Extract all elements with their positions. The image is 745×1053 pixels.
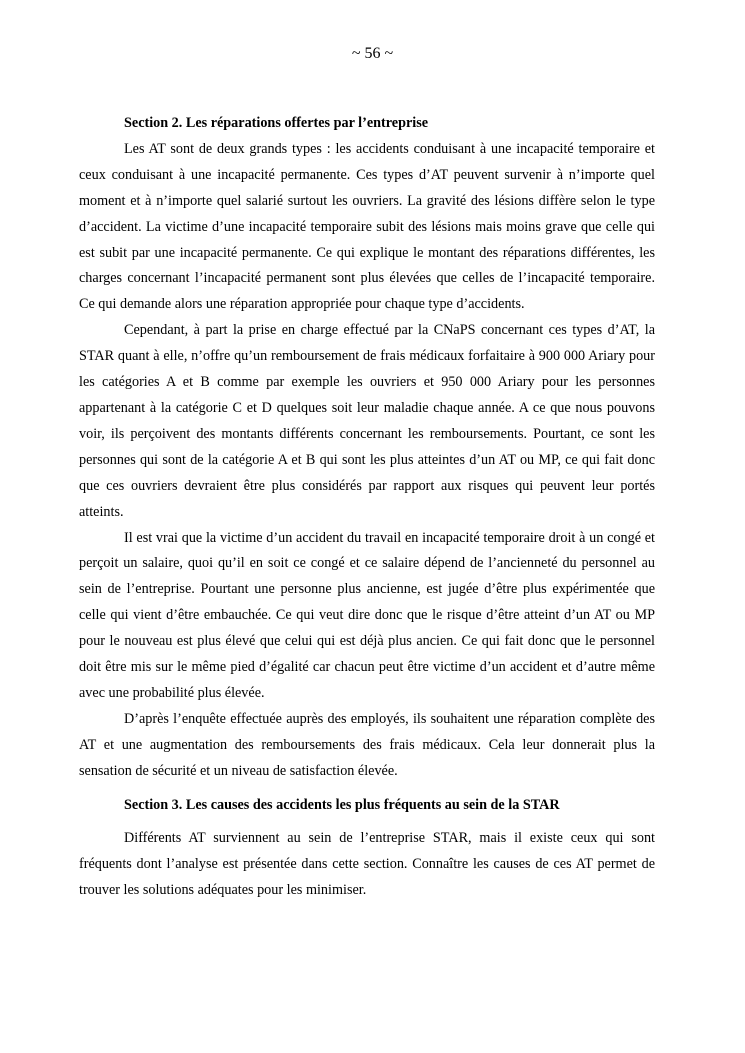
section-2-paragraph-3: Il est vrai que la victime d’un accident du travail en incapacité temporaire droit à un congé et perçoit un salaire, quoi qu’il en soit ce congé et ce salaire dépend de l’ancienneté du personnel au sein de l’entreprise. Pourtant une personne plus ancienne, est jugée d’être plus expérimentée que celle qui vient d’être embauchée. Ce qui veut dire donc que le risque d’être atteint d’un AT ou MP pour le nouveau est plus élevé que celui qui est déjà plus ancien. Ce qui fait donc que le personnel doit être mis sur le même pied d’égalité car chacun peut être victime d’un accident et d’autre même avec une probabilité plus élevée. — [79, 529, 655, 701]
section-3-paragraph-1: Différents AT surviennent au sein de l’entreprise STAR, mais il existe ceux qui sont fréquents dont l’analyse est présentée dans cette section. Connaître les causes de ces AT permet de trouver les solutions adéquates pour les minimiser. — [79, 830, 655, 899]
section-2-paragraph-1: Les AT sont de deux grands types : les accidents conduisant à une incapacité temporaire et ceux conduisant à une incapacité permanente. Ces types d’AT peuvent survenir à n’importe quel moment et à n’importe quel salarié surtout les ouvriers. La gravité des lésions diffère selon le type d’accident. La victime d’une incapacité temporaire subit des lésions mais moins grave que celle qui est subit par une incapacité permanente. Ce qui explique le montant des réparations différentes, les charges concernant l’incapacité permanent sont plus élevées que celles de l’incapacité temporaire. Ce qui demande alors une réparation appropriée pour chaque type d’accidents. — [79, 140, 655, 313]
page-number: ~ 56 ~ — [351, 45, 394, 62]
section-2-paragraph-2: Cependant, à part la prise en charge effectué par la CNaPS concernant ces types d’AT, la STAR quant à elle, n’offre qu’un remboursement de frais médicaux forfaitaire à 900 000 Ariary pour les catégories A et B comme par exemple les ouvriers et 950 000 Ariary pour les personnes appartenant à la catégorie C et D quelques soit leur maladie chaque année. A ce que nous pouvons voir, ils perçoivent des montants différents concernant les remboursements. Pourtant, ce sont les personnes qui sont de la catégorie A et B qui sont les plus atteintes d’un AT ou MP, ce qui fait donc que ces ouvriers devraient être plus considérés par rapport aux risques qui peuvent leur portés atteints. — [79, 322, 655, 520]
document-body — [79, 111, 655, 904]
section-2-heading: Section 2. Les réparations offertes par l’entreprise — [124, 115, 429, 131]
section-2-paragraph-4: D’après l’enquête effectuée auprès des employés, ils souhaitent une réparation complète des AT et une augmentation des remboursements des frais médicaux. Cela leur donnerait plus la sensation de sécurité et un niveau de satisfaction élevée. — [79, 710, 655, 779]
section-3-heading: Section 3. Les causes des accidents les plus fréquents au sein de la STAR — [124, 796, 560, 813]
